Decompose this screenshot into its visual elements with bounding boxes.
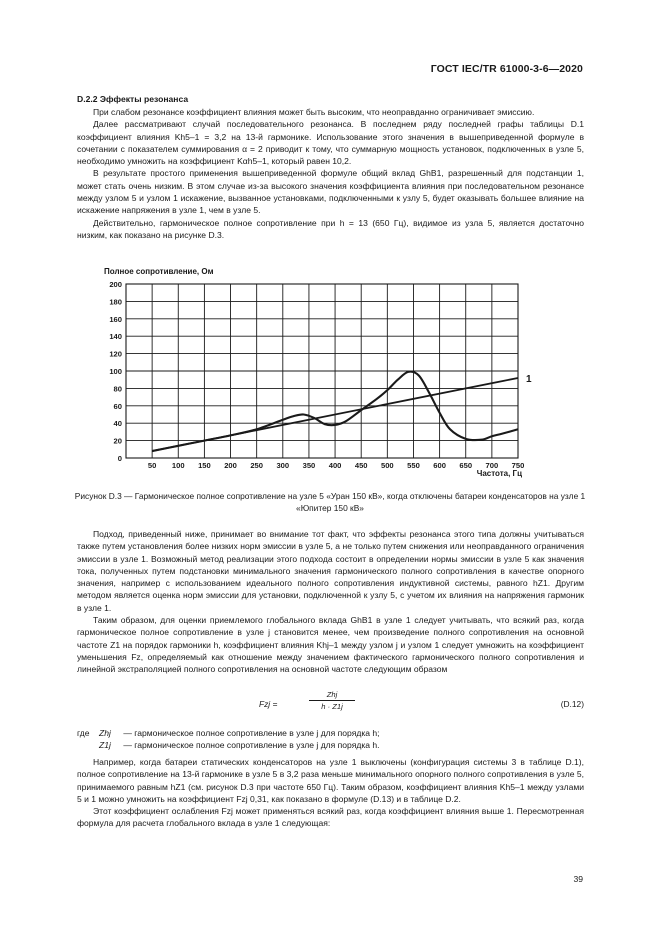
y-tick-label: 0: [117, 454, 122, 463]
equation-number: (D.12): [560, 699, 584, 709]
text-block-bottom: [77, 756, 584, 830]
curve-annotation: 1: [526, 373, 532, 385]
x-tick-label: 400: [328, 461, 342, 470]
equation-numerator: Zhj: [326, 690, 338, 699]
fraction-bar: [309, 700, 355, 701]
x-tick-label: 150: [198, 461, 211, 470]
paragraph: Далее рассматривают случай последовательного резонанса. В последнем ряду последней графы таблицы D.1 коэффициент влияния Kh5–1 = 3,2 на 13-й гармонике. Использование этого значения в вышеприведенной формуле в сочетании с показателем суммирования α = 2 приводит к тому, что суммарную мощность установок, подключенных в узле 5, необходимо умножить на коэффициент Kαh5–1, который равен 10,2.: [77, 119, 584, 167]
section-title: D.2.2 Эффекты резонанса: [77, 94, 189, 104]
y-tick-label: 100: [109, 367, 122, 376]
definition-symbol: Z1j: [99, 740, 111, 750]
x-tick-label: 650: [459, 461, 473, 470]
y-tick-label: 140: [109, 332, 122, 342]
x-tick-label: 450: [354, 461, 368, 470]
paragraph: Подход, приведенный ниже, принимает во внимание тот факт, что эффекты резонанса этого типа должны учитываться также путем установления более низких норм эмиссии в узле 5, а не только путем снижения или неоправданного ограничения эмиссии в узле 1. Возможный метод реализации этого подхода состоит в определении нормы эмиссии в узле 5 как значения тока, полученных путем подстановки минимального значения гармонического полного сопротивления в качестве опорного значения, например с использованием идеального полного сопротивления индуктивной системы, равного hZ1. Другим методом является оценка норм эмиссии для установки, подключенной к узлу 5, с учетом их влияния на напряжения гармоник в узле 1.: [77, 529, 584, 613]
x-tick-label: 600: [433, 461, 446, 470]
equation-denominator: h · Z1j: [321, 702, 343, 711]
definition-row: [77, 739, 380, 751]
equation-lhs: Fzj =: [259, 699, 278, 709]
y-tick-label: 160: [109, 314, 122, 324]
x-tick-label: 50: [147, 461, 157, 470]
paragraph: Например, когда батареи статических конденсаторов на узле 1 выключены (конфигурация системы 3 в таблице D.1), полное сопротивление на 13-й гармонике в узле 5 в 3,2 раза меньше минимального опорного полного сопротивления в узле 5, принимаемого равным hZ1 (см. рисунок D.3 при частоте 650 Гц). Таким образом, коэффициент влияния Kh5–1 между узлами 5 и 1 можно умножить на коэффициент Fzj 0,31, как показано в формуле (D.13) и в таблице D.2.: [77, 757, 584, 804]
equation-d12: [77, 689, 584, 723]
paragraph: В результате простого применения вышеприведенной формуле общий вклад GhB1, разрешенный для подстанции 1, может стать очень низким. В этом случае из-за высокого значения коэффициента влияния при последовательном резонансе между узлом 5 и узлом 1 искажение, вызванное установками, подключенными к узлу 5, будет оказывать большее влияние на искажение напряжения в узле 1, чем в узле 5.: [77, 168, 584, 216]
y-tick-label: 40: [113, 419, 122, 429]
definition-text: — гармоническое полное сопротивление в узле j для порядка h.: [123, 740, 380, 750]
x-tick-label: 250: [250, 461, 264, 470]
text-block-top: [77, 106, 584, 241]
y-tick-label: 60: [113, 401, 122, 411]
x-tick-label: 500: [380, 461, 394, 470]
x-tick-label: 100: [171, 461, 185, 470]
text-block-mid: [77, 528, 584, 676]
definition-prefix: где: [77, 728, 90, 738]
equation-fraction: [309, 690, 355, 711]
equation-lhs-symbol: Fzj: [259, 699, 271, 709]
y-tick-label: 80: [113, 384, 122, 394]
y-tick-label: 180: [109, 297, 122, 307]
paragraph: Действительно, гармоническое полное сопротивление при h = 13 (650 Гц), видимое из узла 5, является достаточно низким, как показано на рисунке D.3.: [77, 217, 584, 240]
x-tick-label: 700: [485, 461, 499, 470]
impedance-chart: [60, 262, 600, 486]
definition-row: [77, 727, 380, 739]
definition-symbol: Zhj: [99, 728, 111, 738]
impedance-chart-svg: [60, 262, 600, 486]
paragraph: Таким образом, для оценки приемлемого глобального вклада GhB1 в узле 1 следует учитывать, что всякий раз, когда гармоническое полное сопротивление в узле j становится менее, чем произведение полного сопротивления на основной частоте Z1 на порядок гармоники h, коэффициент влияния Khj–1 между узлом j и узлом 1 следует умножить на коэффициент уменьшения Fz, определяемый как отношение между значением фактического гармонического полного сопротивления и линейной экстраполяцией полного сопротивления на основной частоте следующим образом: [77, 615, 584, 675]
x-tick-label: 350: [302, 461, 316, 470]
paragraph: При слабом резонансе коэффициент влияния может быть высоким, что неоправданно ограничивает эмиссию.: [93, 107, 535, 117]
y-tick-label: 20: [113, 436, 122, 446]
y-axis-label: Полное сопротивление, Ом: [104, 267, 214, 276]
y-tick-label: 120: [109, 349, 122, 359]
y-tick-label: 200: [109, 280, 122, 289]
x-tick-label: 200: [224, 461, 237, 470]
x-tick-label: 300: [276, 461, 290, 470]
chart-grid: [126, 284, 518, 458]
figure-caption: Рисунок D.3 — Гармоническое полное сопротивление на узле 5 «Уран 150 кВ», когда отключены батареи конденсаторов на узле 1 «Юпитер 150 кВ»: [74, 491, 586, 513]
x-tick-label: 550: [407, 461, 420, 470]
definition-text: — гармоническое полное сопротивление в узле j для порядка h;: [123, 728, 380, 738]
x-axis-label: Частота, Гц: [476, 469, 522, 478]
paragraph: Этот коэффициент ослабления Fzj может применяться всякий раз, когда коэффициент влияния выше 1. Пересмотренная формула для расчета глобального вклада в узле 1 следующая:: [77, 806, 584, 829]
page-number: 39: [573, 874, 583, 884]
chart-ticks: [109, 280, 524, 470]
definitions: [77, 727, 380, 751]
document-header: ГОСТ IEC/TR 61000-3-6—2020: [430, 63, 583, 75]
x-tick-label: 750: [511, 461, 525, 470]
chart-annotations: [526, 374, 532, 385]
